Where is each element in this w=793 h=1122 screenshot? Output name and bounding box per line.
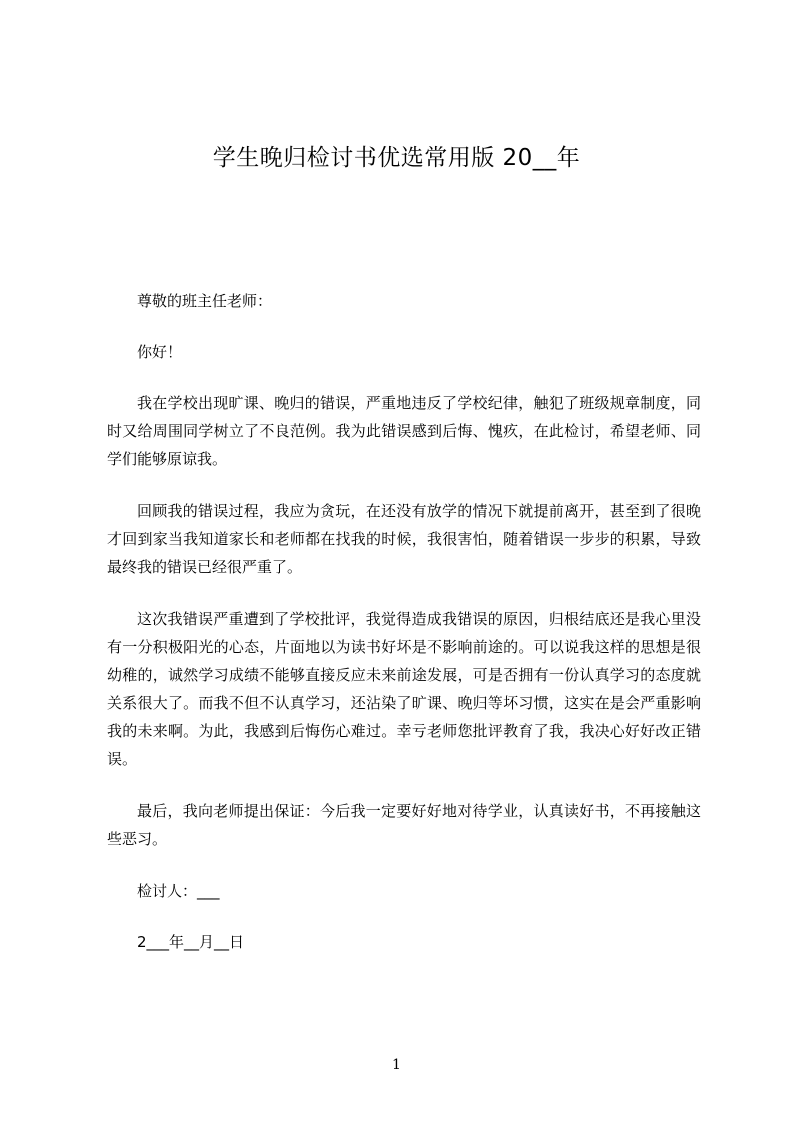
salutation: 尊敬的班主任老师： bbox=[137, 292, 273, 310]
date-line: 2___年__月__日 bbox=[137, 933, 245, 951]
body-paragraph-3: 这次我错误严重遭到了学校批评，我觉得造成我错误的原因，归根结底还是我心里没有一分积极阳光的心态，片面地以为读书好坏是不影响前途的。可以说我这样的思想是很幼稚的，诚然学习成绩不能够直接反应未来前途发展，可是否拥有一份认真学习的态度就关系很大了。而我不但不认真学习，还沾染了旷课、晚归等坏习惯，这实在是会严重影响我的未来啊。为此，我感到后悔伤心难过。幸亏老师您批评教育了我，我决心好好改正错误。 bbox=[107, 610, 701, 768]
signature-line: 检讨人：___ bbox=[137, 882, 220, 900]
body-paragraph-4: 最后，我向老师提出保证：今后我一定要好好地对待学业，认真读好书，不再接触这些恶习。 bbox=[107, 802, 701, 848]
page-number: 1 bbox=[392, 1057, 401, 1073]
body-paragraph-1: 我在学校出现旷课、晚归的错误，严重地违反了学校纪律，触犯了班级规章制度，同时又给周围同学树立了不良范例。我为此错误感到后悔、愧疚，在此检讨，希望老师、同学们能够原谅我。 bbox=[107, 394, 701, 468]
body-paragraph-2: 回顾我的错误过程，我应为贪玩，在还没有放学的情况下就提前离开，甚至到了很晚才回到家当我知道家长和老师都在找我的时候，我很害怕，随着错误一步步的积累，导致最终我的错误已经很严重了。 bbox=[107, 502, 701, 576]
document-title: 学生晚归检讨书优选常用版 20__年 bbox=[212, 145, 581, 171]
greeting: 你好！ bbox=[137, 343, 183, 361]
document-body bbox=[107, 287, 701, 979]
